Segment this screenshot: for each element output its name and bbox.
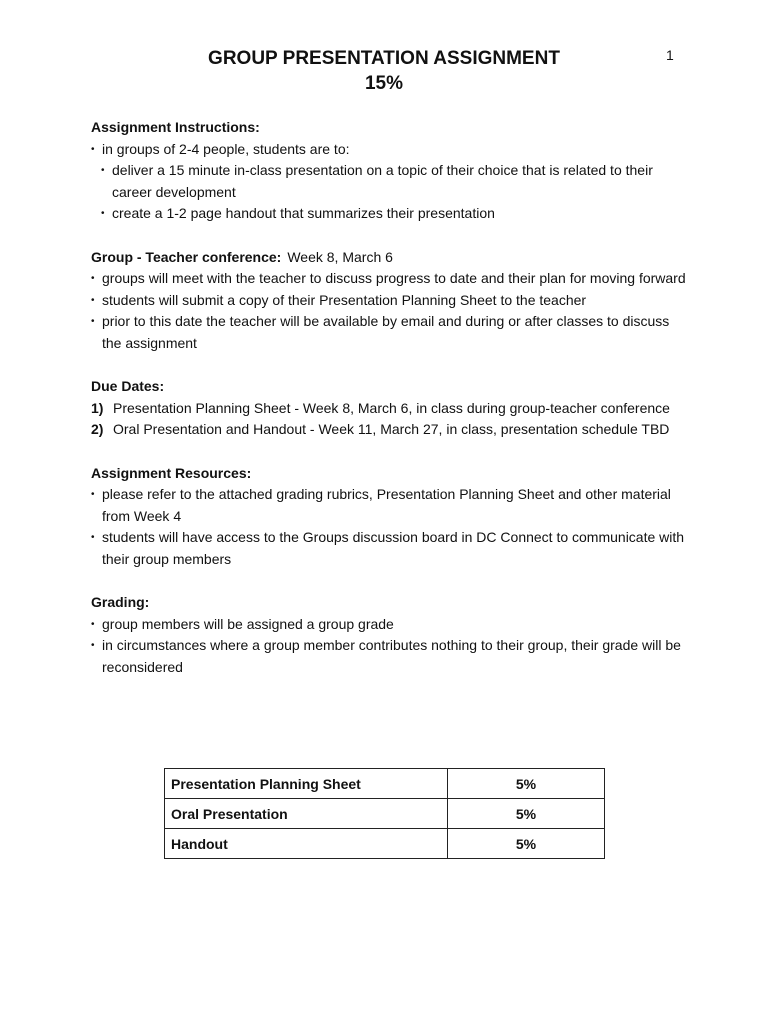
due-dates-section (91, 376, 691, 441)
table-row (165, 799, 605, 829)
grading-table (164, 768, 605, 859)
grade-item: Handout (165, 829, 448, 859)
conference-heading (91, 247, 691, 269)
conference-item: • groups will meet with the teacher to discuss progress to date and their plan for moving forward (91, 268, 691, 290)
instructions-item: • create a 1-2 page handout that summarizes their presentation (101, 203, 691, 225)
page-number: 1 (666, 47, 674, 63)
conference-item: • students will submit a copy of their Presentation Planning Sheet to the teacher (91, 290, 691, 312)
due-date-item (91, 419, 691, 441)
due-date-item (91, 398, 691, 420)
grade-weight: 5% (448, 799, 605, 829)
instructions-heading: Assignment Instructions: (91, 119, 260, 135)
table-row (165, 769, 605, 799)
grading-item: • group members will be assigned a group grade (91, 614, 691, 636)
grade-item: Oral Presentation (165, 799, 448, 829)
page-title (0, 46, 768, 96)
resources-item: • students will have access to the Groups discussion board in DC Connect to communicate with their group members (91, 527, 691, 570)
conference-date: Week 8, March 6 (287, 248, 393, 265)
instructions-item: • deliver a 15 minute in-class presentation on a topic of their choice that is related to their career development (101, 160, 691, 203)
grade-weight: 5% (448, 829, 605, 859)
grading-section (91, 592, 691, 678)
resources-heading: Assignment Resources: (91, 464, 252, 481)
due-date-text: Presentation Planning Sheet - Week 8, March 6, in class during group-teacher conference (113, 399, 670, 416)
due-date-text: Oral Presentation and Handout - Week 11, March 27, in class, presentation schedule TBD (113, 421, 670, 437)
conference-section (91, 247, 691, 355)
title-line-2: 15% (364, 73, 404, 94)
due-dates-heading: Due Dates: (91, 378, 165, 394)
resources-section (91, 463, 691, 571)
grade-weight: 5% (448, 769, 605, 799)
resources-item: • please refer to the attached grading rubrics, Presentation Planning Sheet and other material from Week 4 (91, 484, 691, 527)
due-date-number: 1) (91, 399, 104, 416)
grade-item: Presentation Planning Sheet (165, 769, 448, 799)
table-row (165, 829, 605, 859)
conference-heading-label: Group - Teacher conference: (91, 248, 282, 265)
grading-heading: Grading: (91, 594, 150, 610)
instructions-section (91, 117, 691, 225)
grading-item: • in circumstances where a group member contributes nothing to their group, their grade will be reconsidered (91, 635, 691, 678)
instructions-intro: • in groups of 2-4 people, students are to: (91, 139, 691, 161)
document-body (91, 117, 691, 678)
conference-item: • prior to this date the teacher will be available by email and during or after classes to discuss the assignment (91, 311, 691, 354)
due-date-number: 2) (91, 421, 104, 437)
title-line-1: GROUP PRESENTATION ASSIGNMENT (208, 48, 560, 69)
